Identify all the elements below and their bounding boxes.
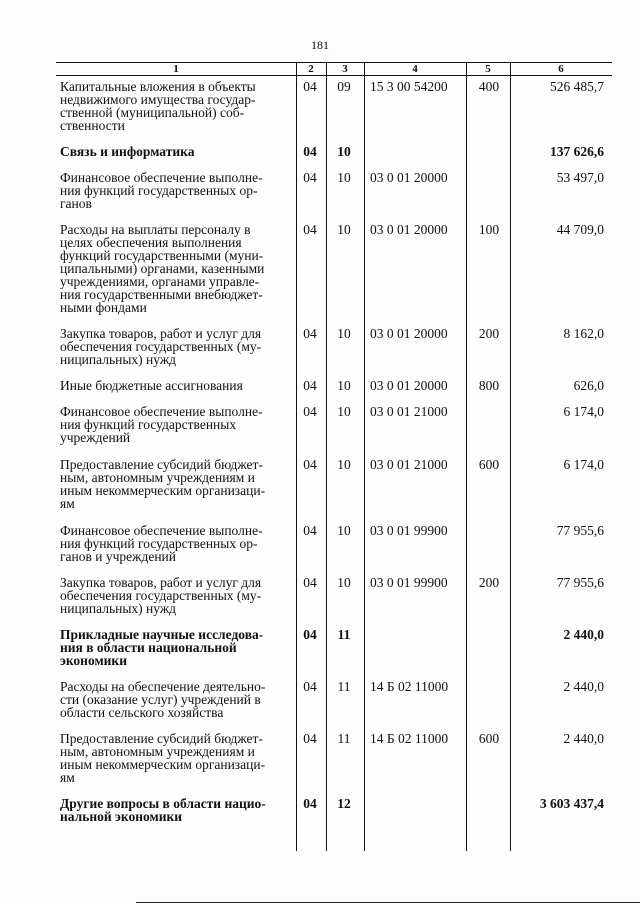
row-target-article: 03 0 01 20000 xyxy=(370,170,448,185)
row-expense-type: 100 xyxy=(478,222,500,237)
column-divider xyxy=(510,63,511,851)
row-name xyxy=(60,145,296,158)
row-target-article: 14 Б 02 11000 xyxy=(370,731,449,746)
row-expense-type: 600 xyxy=(478,731,500,746)
row-name-line: ганов xyxy=(60,196,92,211)
row-name-line: ям xyxy=(60,496,75,511)
row-name xyxy=(60,628,296,667)
row-subsection: 10 xyxy=(337,222,351,237)
row-section: 04 xyxy=(303,378,317,393)
row-name-line: иным некоммерческим организаци- xyxy=(60,757,266,772)
row-subsection: 09 xyxy=(337,79,351,94)
row-target-article: 03 0 01 20000 xyxy=(370,326,448,341)
row-name-line: Предоставление субсидий бюджет- xyxy=(60,457,263,472)
row-subsection: 10 xyxy=(337,144,351,159)
row-section: 04 xyxy=(303,731,317,746)
row-subsection: 10 xyxy=(337,326,351,341)
row-amount: 526 485,7 xyxy=(550,79,604,94)
row-amount: 3 603 437,4 xyxy=(539,796,604,811)
row-name-line: сти (оказание услуг) учреждений в xyxy=(60,692,261,707)
row-name-line: ганов и учреждений xyxy=(60,549,176,564)
row-name-line: иным некоммерческим организаци- xyxy=(60,483,266,498)
row-subsection: 11 xyxy=(337,731,351,746)
row-name xyxy=(60,797,296,823)
row-amount: 2 440,0 xyxy=(563,731,604,746)
row-section: 04 xyxy=(303,222,317,237)
row-name-line: ния в области национальной xyxy=(60,640,237,655)
row-amount: 8 162,0 xyxy=(563,326,604,341)
row-name-line: ственности xyxy=(60,118,125,133)
row-subsection: 10 xyxy=(337,457,351,472)
row-name xyxy=(60,379,296,392)
row-target-article: 03 0 01 99900 xyxy=(370,523,448,538)
row-name-line: ния функций государственных ор- xyxy=(60,183,258,198)
row-section: 04 xyxy=(303,170,317,185)
row-amount: 53 497,0 xyxy=(556,170,604,185)
row-name-line: Закупка товаров, работ и услуг для xyxy=(60,575,262,590)
row-name-line: Финансовое обеспечение выполне- xyxy=(60,404,263,419)
row-name-line: Капитальные вложения в объекты xyxy=(60,79,256,94)
row-expense-type: 200 xyxy=(478,326,500,341)
row-name-line: ципальными) органами, казенными xyxy=(60,261,265,276)
row-expense-type: 200 xyxy=(478,575,500,590)
row-name-line: Расходы на обеспечение деятельно- xyxy=(60,679,266,694)
row-amount: 6 174,0 xyxy=(563,457,604,472)
column-header: 5 xyxy=(485,63,491,75)
row-section: 04 xyxy=(303,326,317,341)
row-name-line: учреждений xyxy=(60,430,131,445)
row-name-line: экономики xyxy=(60,653,127,668)
row-name-line: ниципальных) нужд xyxy=(60,352,177,367)
row-subsection: 10 xyxy=(337,523,351,538)
row-section: 04 xyxy=(303,523,317,538)
row-name-line: ям xyxy=(60,770,75,785)
row-section: 04 xyxy=(303,404,317,419)
column-header: 6 xyxy=(558,63,564,75)
row-name-line: Предоставление субсидий бюджет- xyxy=(60,731,263,746)
row-expense-type: 600 xyxy=(478,457,500,472)
row-name-line: ниципальных) нужд xyxy=(60,601,177,616)
row-amount: 77 955,6 xyxy=(556,523,604,538)
row-name-line: области сельского хозяйства xyxy=(60,705,224,720)
row-target-article: 03 0 01 20000 xyxy=(370,378,448,393)
row-section: 04 xyxy=(303,679,317,694)
row-target-article: 03 0 01 21000 xyxy=(370,457,448,472)
row-section: 04 xyxy=(303,627,317,642)
row-subsection: 11 xyxy=(337,679,351,694)
column-header: 3 xyxy=(342,63,348,75)
row-name-line: целях обеспечения выполнения xyxy=(60,235,242,250)
page-number: 181 xyxy=(311,38,329,52)
row-name-line: ным, автономным учреждениям и xyxy=(60,744,255,759)
row-name-line: ния функций государственных ор- xyxy=(60,536,258,551)
row-subsection: 10 xyxy=(337,378,351,393)
row-name-line: Расходы на выплаты персоналу в xyxy=(60,222,251,237)
row-target-article: 03 0 01 21000 xyxy=(370,404,448,419)
table-header xyxy=(56,63,612,76)
row-expense-type: 400 xyxy=(478,79,500,94)
row-section: 04 xyxy=(303,575,317,590)
row-subsection: 12 xyxy=(337,796,351,811)
row-name xyxy=(60,576,296,615)
row-subsection: 10 xyxy=(337,170,351,185)
column-header: 4 xyxy=(412,63,418,75)
row-name-line: функций государственными (муни- xyxy=(60,248,264,263)
row-name-line: Иные бюджетные ассигнования xyxy=(60,378,243,393)
row-name xyxy=(60,171,296,210)
row-name xyxy=(60,732,296,784)
row-name xyxy=(60,80,296,132)
row-section: 04 xyxy=(303,796,317,811)
row-amount: 6 174,0 xyxy=(563,404,604,419)
row-name-line: обеспечения государственных (му- xyxy=(60,588,262,603)
row-name-line: ния государственными внебюджет- xyxy=(60,287,263,302)
row-name-line: ния функций государственных xyxy=(60,417,237,432)
row-name xyxy=(60,223,296,314)
row-target-article: 03 0 01 20000 xyxy=(370,222,448,237)
row-name xyxy=(60,524,296,563)
row-amount: 2 440,0 xyxy=(563,679,604,694)
row-subsection: 11 xyxy=(337,627,351,642)
row-amount: 626,0 xyxy=(573,378,604,393)
row-amount: 44 709,0 xyxy=(556,222,604,237)
row-name-line: учреждениями, органами управле- xyxy=(60,274,260,289)
column-header: 1 xyxy=(173,63,179,75)
row-name xyxy=(60,680,296,719)
row-name xyxy=(60,405,296,444)
row-name-line: Финансовое обеспечение выполне- xyxy=(60,170,263,185)
row-name-line: ственной (муниципальной) соб- xyxy=(60,105,245,120)
row-amount: 77 955,6 xyxy=(556,575,604,590)
row-name-line: Финансовое обеспечение выполне- xyxy=(60,523,263,538)
row-name-line: нальной экономики xyxy=(60,809,183,824)
row-name-line: Прикладные научные исследова- xyxy=(60,627,264,642)
scan-edge-line xyxy=(136,902,640,903)
row-name-line: Связь и информатика xyxy=(60,144,195,159)
row-target-article: 15 3 00 54200 xyxy=(370,79,448,94)
row-name-line: ными фондами xyxy=(60,300,147,315)
row-name-line: обеспечения государственных (му- xyxy=(60,339,262,354)
row-target-article: 14 Б 02 11000 xyxy=(370,679,449,694)
row-section: 04 xyxy=(303,79,317,94)
row-subsection: 10 xyxy=(337,404,351,419)
row-amount: 2 440,0 xyxy=(563,627,604,642)
column-divider xyxy=(364,63,365,851)
row-expense-type: 800 xyxy=(478,378,500,393)
row-amount: 137 626,6 xyxy=(550,144,604,159)
row-target-article: 03 0 01 99900 xyxy=(370,575,448,590)
row-name xyxy=(60,327,296,366)
row-name-line: Другие вопросы в области нацио- xyxy=(60,796,266,811)
row-name-line: Закупка товаров, работ и услуг для xyxy=(60,326,262,341)
column-header: 2 xyxy=(308,63,314,75)
row-section: 04 xyxy=(303,144,317,159)
row-name-line: недвижимого имущества государ- xyxy=(60,92,256,107)
budget-table xyxy=(56,62,612,851)
row-section: 04 xyxy=(303,457,317,472)
row-subsection: 10 xyxy=(337,575,351,590)
row-name xyxy=(60,458,296,510)
row-name-line: ным, автономным учреждениям и xyxy=(60,470,255,485)
